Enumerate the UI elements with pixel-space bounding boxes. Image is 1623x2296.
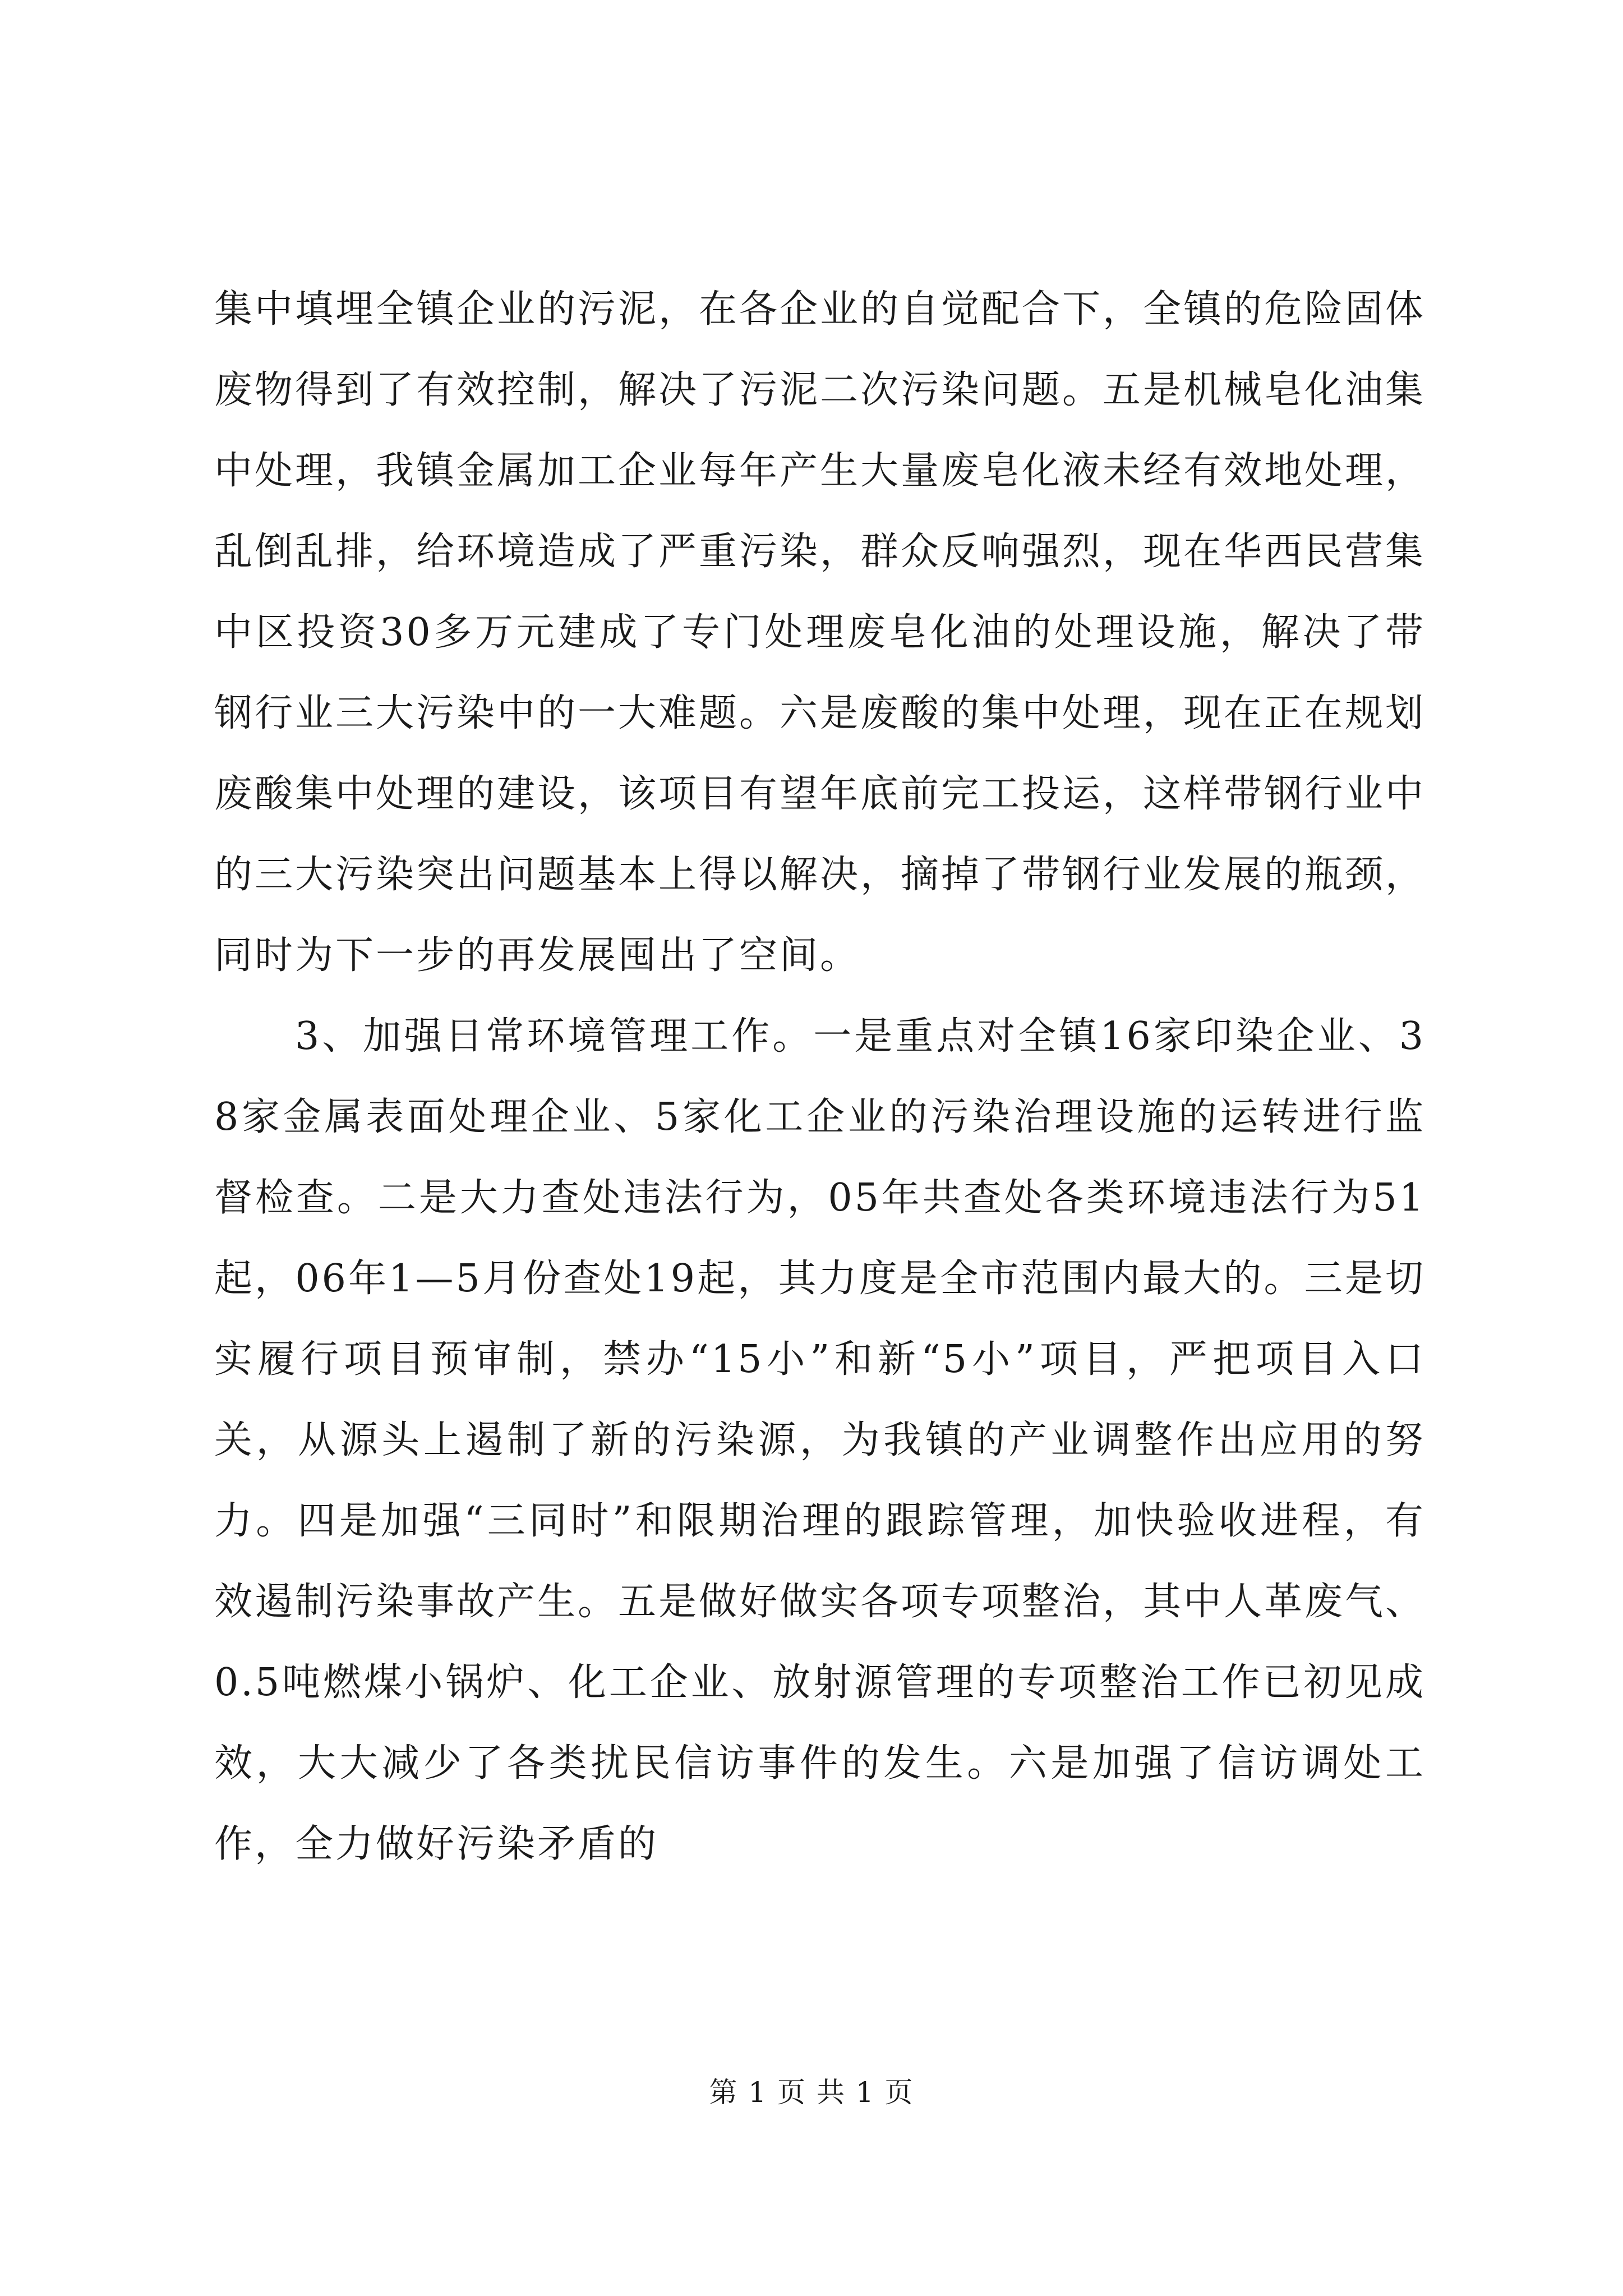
paragraph-1: 集中填埋全镇企业的污泥，在各企业的自觉配合下，全镇的危险固体废物得到了有效控制，解决了污泥二次污染问题。五是机械皂化油集中处理，我镇金属加工企业每年产生大量废皂化液未经有效地处理，乱倒乱排，给环境造成了严重污染，群众反响强烈，现在华西民营集中区投资30多万元建成了专门处理废皂化油的处理设施，解决了带钢行业三大污染中的一大难题。六是废酸的集中处理，现在正在规划废酸集中处理的建设，该项目有望年底前完工投运，这样带钢行业中的三大污染突出问题基本上得以解决，摘掉了带钢行业发展的瓶颈，同时为下一步的再发展囤出了空间。 xyxy=(214,287,1426,978)
document-body xyxy=(214,269,1426,1885)
paragraph-2: 3、加强日常环境管理工作。一是重点对全镇16家印染企业、38家金属表面处理企业、5家化工企业的污染治理设施的运转进行监督检查。二是大力查处违法行为，05年共查处各类环境违法行为51起，06年1—5月份查处19起，其力度是全市范围内最大的。三是切实履行项目预审制，禁办“15小”和新“5小”项目，严把项目入口关，从源头上遏制了新的污染源，为我镇的产业调整作出应用的努力。四是加强“三同时”和限期治理的跟踪管理，加快验收进程，有效遏制污染事故产生。五是做好做实各项专项整治，其中人革废气、0.5吨燃煤小锅炉、化工企业、放射源管理的专项整治工作已初见成效，大大减少了各类扰民信访事件的发生。六是加强了信访调处工作，全力做好污染矛盾的 xyxy=(214,1014,1426,1866)
page-footer: 第 1 页 共 1 页 xyxy=(709,2076,914,2109)
